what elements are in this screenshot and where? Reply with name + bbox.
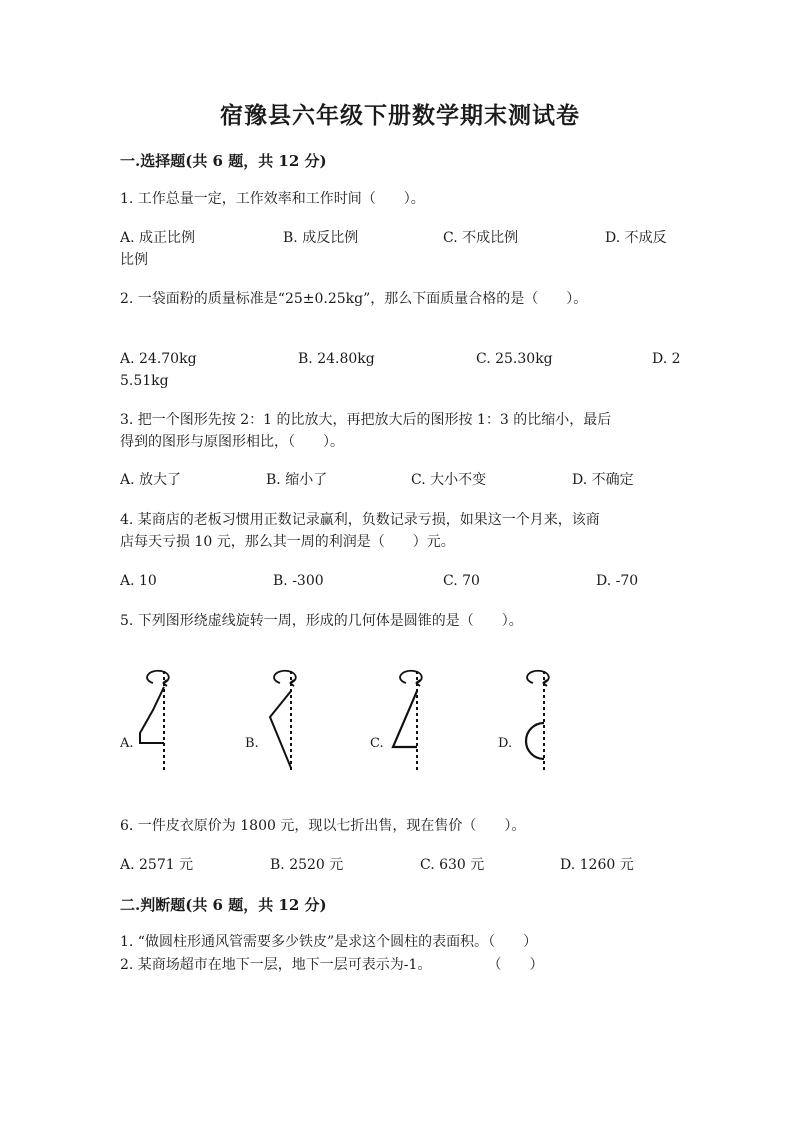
- question-1-option-b[interactable]: B. 成反比例: [283, 230, 359, 246]
- figure-d-label[interactable]: D.: [498, 736, 513, 751]
- question-4-option-a[interactable]: A. 10: [120, 573, 157, 589]
- figure-c-shape: [388, 665, 438, 775]
- question-5-stem: 5. 下列图形绕虚线旋转一周，形成的几何体是圆锥的是（ ）。: [120, 613, 523, 629]
- question-3-stem-line2: 得到的图形与原图形相比，（ ）。: [120, 434, 344, 450]
- question-1-option-d-wrap: 比例: [120, 252, 148, 268]
- question-6-option-d[interactable]: D. 1260 元: [560, 857, 634, 873]
- figure-a-label[interactable]: A.: [120, 736, 134, 751]
- judgement-item-2: 2. 某商场超市在地下一层，地下一层可表示为-1。 （ ）: [120, 957, 544, 973]
- question-3-option-a[interactable]: A. 放大了: [120, 472, 182, 488]
- question-3-stem-line1: 3. 把一个图形先按 2：1 的比放大，再把放大后的图形按 1：3 的比缩小，最后: [120, 412, 612, 428]
- figure-b-label[interactable]: B.: [245, 736, 259, 751]
- section-heading-judgement: 二.判断题(共 6 题，共 12 分): [120, 896, 327, 914]
- question-2-option-d[interactable]: D. 2: [652, 351, 681, 367]
- figure-d-shape: [515, 665, 565, 775]
- figure-a-shape: [135, 665, 185, 775]
- figure-b-shape: [262, 665, 312, 775]
- question-4-option-c[interactable]: C. 70: [443, 573, 480, 589]
- question-3-option-b[interactable]: B. 缩小了: [266, 472, 328, 488]
- question-2-stem: 2. 一袋面粉的质量标准是“25±0.25kg”，那么下面质量合格的是（ ）。: [120, 291, 588, 307]
- question-1-option-a[interactable]: A. 成正比例: [120, 230, 196, 246]
- section-heading-choice: 一.选择题(共 6 题，共 12 分): [120, 152, 327, 170]
- question-6-option-b[interactable]: B. 2520 元: [270, 857, 344, 873]
- question-3-option-c[interactable]: C. 大小不变: [411, 472, 487, 488]
- question-2-option-b[interactable]: B. 24.80kg: [298, 351, 375, 367]
- page-title: 宿豫县六年级下册数学期末测试卷: [220, 102, 580, 129]
- question-4-option-b[interactable]: B. -300: [273, 573, 324, 589]
- question-3-option-d[interactable]: D. 不确定: [572, 472, 634, 488]
- question-1-option-c[interactable]: C. 不成比例: [443, 230, 519, 246]
- question-1-option-d[interactable]: D. 不成反: [605, 230, 667, 246]
- question-6-option-c[interactable]: C. 630 元: [420, 857, 485, 873]
- question-4-stem-line1: 4. 某商店的老板习惯用正数记录赢利，负数记录亏损，如果这一个月来，该商: [120, 512, 600, 528]
- figure-c-label[interactable]: C.: [370, 736, 384, 751]
- question-6-stem: 6. 一件皮衣原价为 1800 元，现以七折出售，现在售价（ ）。: [120, 818, 526, 834]
- judgement-item-1: 1. “做圆柱形通风管需要多少铁皮”是求这个圆柱的表面积。（ ）: [120, 934, 538, 950]
- question-2-option-d-wrap: 5.51kg: [120, 373, 169, 389]
- question-6-option-a[interactable]: A. 2571 元: [120, 857, 194, 873]
- question-2-option-c[interactable]: C. 25.30kg: [476, 351, 553, 367]
- question-2-option-a[interactable]: A. 24.70kg: [120, 351, 197, 367]
- question-1-stem: 1. 工作总量一定，工作效率和工作时间（ ）。: [120, 191, 425, 207]
- question-4-option-d[interactable]: D. -70: [596, 573, 639, 589]
- question-4-stem-line2: 店每天亏损 10 元，那么其一周的利润是（ ）元。: [120, 534, 455, 550]
